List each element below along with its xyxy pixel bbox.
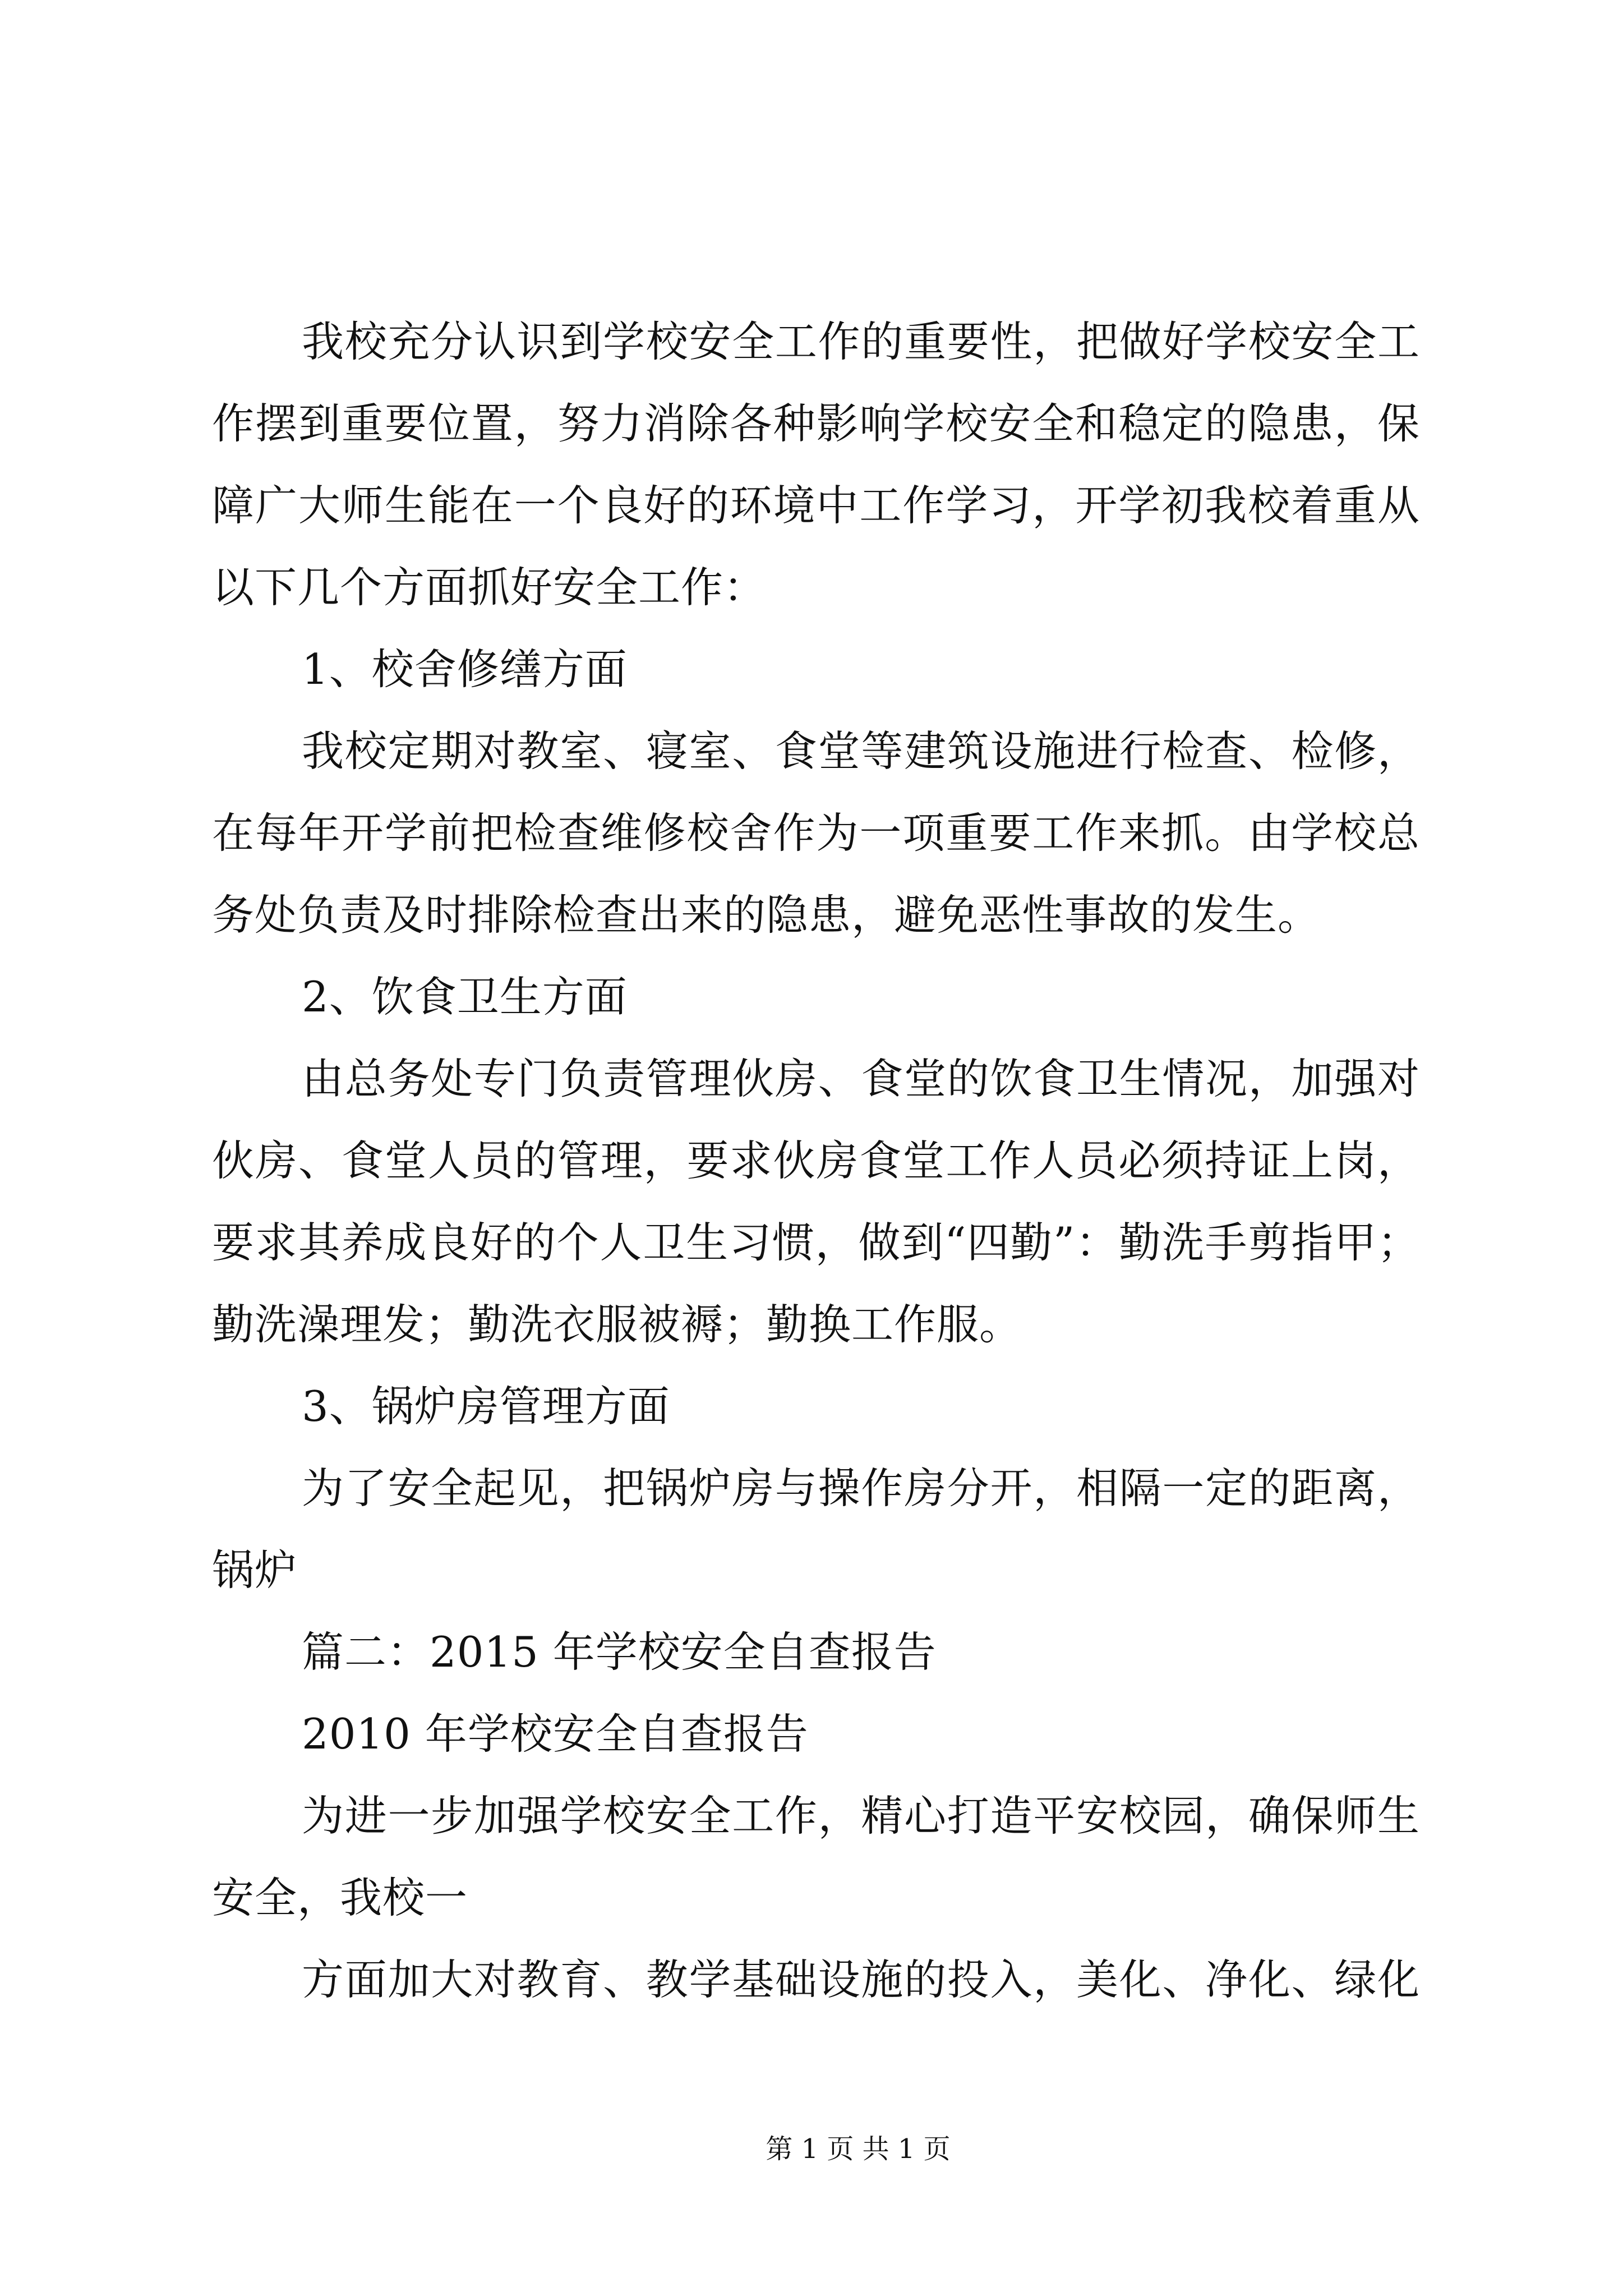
page-footer: 第 1 页 共 1 页 [766,2133,951,2165]
chapter-heading: 篇二：2015 年学校安全自查报告 [302,1627,937,1677]
section-heading: 1、校舍修缮方面 [302,645,628,694]
paragraph-line: 务处负责及时排除检查出来的隐患，避免恶性事故的发生。 [212,890,1321,940]
paragraph-line: 伙房、食堂人员的管理，要求伙房食堂工作人员必须持证上岗， [212,1136,1420,1185]
paragraph-line: 为进一步加强学校安全工作，精心打造平安校园，确保师生 [302,1791,1420,1841]
paragraph-line: 勤洗澡理发；勤洗衣服被褥；勤换工作服。 [212,1300,1022,1349]
paragraph-line: 锅炉 [212,1545,298,1595]
paragraph-line: 为了安全起见，把锅炉房与操作房分开，相隔一定的距离， [302,1464,1420,1513]
paragraph-line: 安全，我校一 [212,1873,468,1922]
paragraph-line: 我校定期对教室、寝室、食堂等建筑设施进行检查、检修， [302,726,1420,776]
paragraph-line: 在每年开学前把检查维修校舍作为一项重要工作来抓。由学校总 [212,808,1420,858]
paragraph-line: 要求其养成良好的个人卫生习惯，做到“四勤”：勤洗手剪指甲； [212,1218,1420,1267]
document-body [212,301,1420,2021]
paragraph-line: 我校充分认识到学校安全工作的重要性，把做好学校安全工 [302,317,1420,366]
paragraph-line: 作摆到重要位置，努力消除各种影响学校安全和稳定的隐患，保 [212,399,1420,448]
section-heading: 2、饮食卫生方面 [302,972,628,1022]
section-heading: 3、锅炉房管理方面 [302,1382,670,1431]
paragraph-line: 由总务处专门负责管理伙房、食堂的饮食卫生情况，加强对 [302,1054,1420,1103]
paragraph-line: 以下几个方面抓好安全工作： [212,563,767,612]
paragraph-line: 方面加大对教育、教学基础设施的投入，美化、净化、绿化 [302,1955,1420,2004]
report-title: 2010 年学校安全自查报告 [302,1709,809,1759]
paragraph-line: 障广大师生能在一个良好的环境中工作学习，开学初我校着重从 [212,481,1420,530]
